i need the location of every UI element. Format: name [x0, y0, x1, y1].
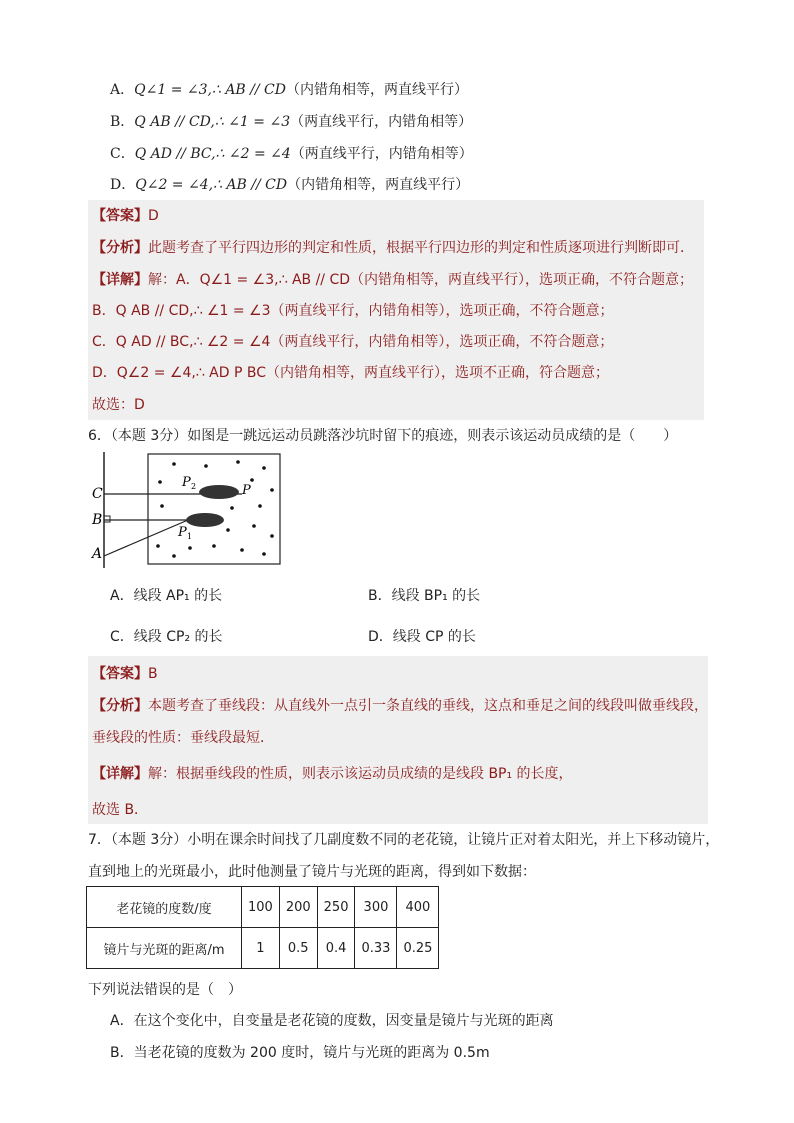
right-angle-mark — [104, 516, 110, 522]
option-letter: B． — [110, 114, 135, 130]
segment-ap1 — [104, 520, 188, 556]
q6-stem: 6．（本题 3分）如图是一跳远运动员跳落沙坑时留下的痕迹，则表示该运动员成绩的是（ ） — [88, 428, 678, 444]
q6-answer-line — [92, 664, 158, 684]
option-math: Q AD // BC,∴ ∠2 = ∠4 — [134, 146, 291, 162]
q6-conclusion: 故选 B． — [92, 802, 149, 818]
q5-analysis-line — [92, 238, 694, 258]
table-cell: 0.33 — [355, 928, 397, 969]
q5-detail-line — [92, 270, 693, 290]
q5-answer-line — [92, 206, 159, 226]
q7-question: 下列说法错误的是（ ） — [88, 982, 242, 998]
q5-conclusion: 故选：D — [92, 397, 145, 413]
option-reason: （两直线平行，内错角相等） — [290, 114, 473, 130]
answer-tag: 【答案】 — [92, 208, 148, 224]
footprint-lower — [186, 513, 224, 527]
label-p2-sub: 2 — [191, 482, 197, 491]
label-c: C — [92, 486, 103, 502]
table-row-header: 老花镜的度数/度 — [87, 887, 242, 928]
table-cell: 0.25 — [397, 928, 439, 969]
table-cell: 300 — [355, 887, 397, 928]
analysis-tag: 【分析】 — [92, 240, 148, 256]
table-row-header: 镜片与光斑的距离/m — [87, 928, 242, 969]
option-letter: C． — [110, 146, 135, 162]
option-letter: D． — [110, 177, 136, 193]
table-row — [87, 928, 439, 969]
q7-stem-line2: 直到地上的光斑最小，此时他测量了镜片与光斑的距离，得到如下数据： — [88, 864, 536, 880]
label-a: A — [92, 546, 103, 562]
q6-option-d: D．线段 CP 的长 — [368, 629, 476, 645]
q5-detail-c: C．Q AD // BC,∴ ∠2 = ∠4（两直线平行，内错角相等），选项正确，不符合题意； — [92, 334, 614, 350]
q6-option-b: B．线段 BP₁ 的长 — [368, 588, 481, 604]
q5-detail-b: B．Q AB // CD,∴ ∠1 = ∠3（两直线平行，内错角相等），选项正确，不符合题意； — [92, 303, 614, 319]
option-math: Q AB // CD,∴ ∠1 = ∠3 — [134, 114, 291, 130]
q7-stem-line1: 7．（本题 3分）小明在课余时间找了几副度数不同的老花镜，让镜片正对着太阳光，并上下移动镜片， — [88, 832, 720, 848]
q5-option-a — [110, 80, 468, 100]
sand-dots — [156, 460, 274, 558]
table-cell: 0.4 — [317, 928, 355, 969]
table-cell: 0.5 — [279, 928, 317, 969]
q6-option-a: A．线段 AP₁ 的长 — [110, 588, 223, 604]
label-p1-sub: 1 — [187, 532, 193, 541]
option-math: Q∠2 = ∠4,∴ AB // CD — [135, 177, 288, 193]
q5-detail-d: D．Q∠2 = ∠4,∴ AD P BC（内错角相等，两直线平行），选项不正确，符合题意； — [92, 365, 609, 381]
q5-option-d — [110, 175, 469, 195]
table-cell: 100 — [242, 887, 280, 928]
analysis-text: 此题考查了平行四边形的判定和性质，根据平行四边形的判定和性质逐项进行判断即可． — [148, 240, 694, 256]
detail-a: 解：A．Q∠1 = ∠3,∴ AB // CD（内错角相等，两直线平行），选项正确，不符合题意； — [148, 272, 694, 288]
label-p: P — [242, 483, 251, 498]
option-reason: （内错角相等，两直线平行） — [287, 177, 470, 193]
option-reason: （两直线平行，内错角相等） — [290, 146, 473, 162]
detail-tag: 【详解】 — [92, 272, 148, 288]
q7-data-table — [86, 886, 439, 969]
q6-analysis-line — [92, 696, 708, 716]
answer-value: D — [148, 208, 159, 224]
table-cell: 400 — [397, 887, 439, 928]
detail-text: 解：根据垂线段的性质，则表示该运动员成绩的是线段 BP₁ 的长度， — [148, 766, 573, 782]
answer-value: B — [148, 666, 158, 682]
option-reason: （内错角相等，两直线平行） — [286, 82, 468, 98]
q7-option-a: A．在这个变化中，自变量是老花镜的度数，因变量是镜片与光斑的距离 — [110, 1013, 554, 1029]
label-b: B — [92, 512, 103, 528]
analysis-tag: 【分析】 — [92, 698, 148, 714]
table-cell: 1 — [242, 928, 280, 969]
option-math: Q∠1 = ∠3,∴ AB // CD — [134, 82, 286, 98]
q6-analysis-line2: 垂线段的性质：垂线段最短． — [92, 730, 274, 746]
answer-tag: 【答案】 — [92, 666, 148, 682]
q5-option-c — [110, 144, 473, 164]
detail-tag: 【详解】 — [92, 766, 148, 782]
option-letter: A． — [110, 82, 135, 98]
q6-detail-line — [92, 764, 573, 784]
q5-option-b — [110, 112, 472, 132]
table-row — [87, 887, 439, 928]
long-jump-figure — [86, 450, 286, 570]
label-p1: P — [178, 525, 187, 540]
footprint-upper — [199, 485, 239, 499]
label-p2: P — [182, 475, 191, 490]
table-cell: 200 — [279, 887, 317, 928]
q6-option-c: C．线段 CP₂ 的长 — [110, 629, 223, 645]
table-cell: 250 — [317, 887, 355, 928]
q7-option-b: B．当老花镜的度数为 200 度时，镜片与光斑的距离为 0.5m — [110, 1045, 490, 1061]
analysis-text: 本题考查了垂线段：从直线外一点引一条直线的垂线，这点和垂足之间的线段叫做垂线段， — [148, 698, 708, 714]
